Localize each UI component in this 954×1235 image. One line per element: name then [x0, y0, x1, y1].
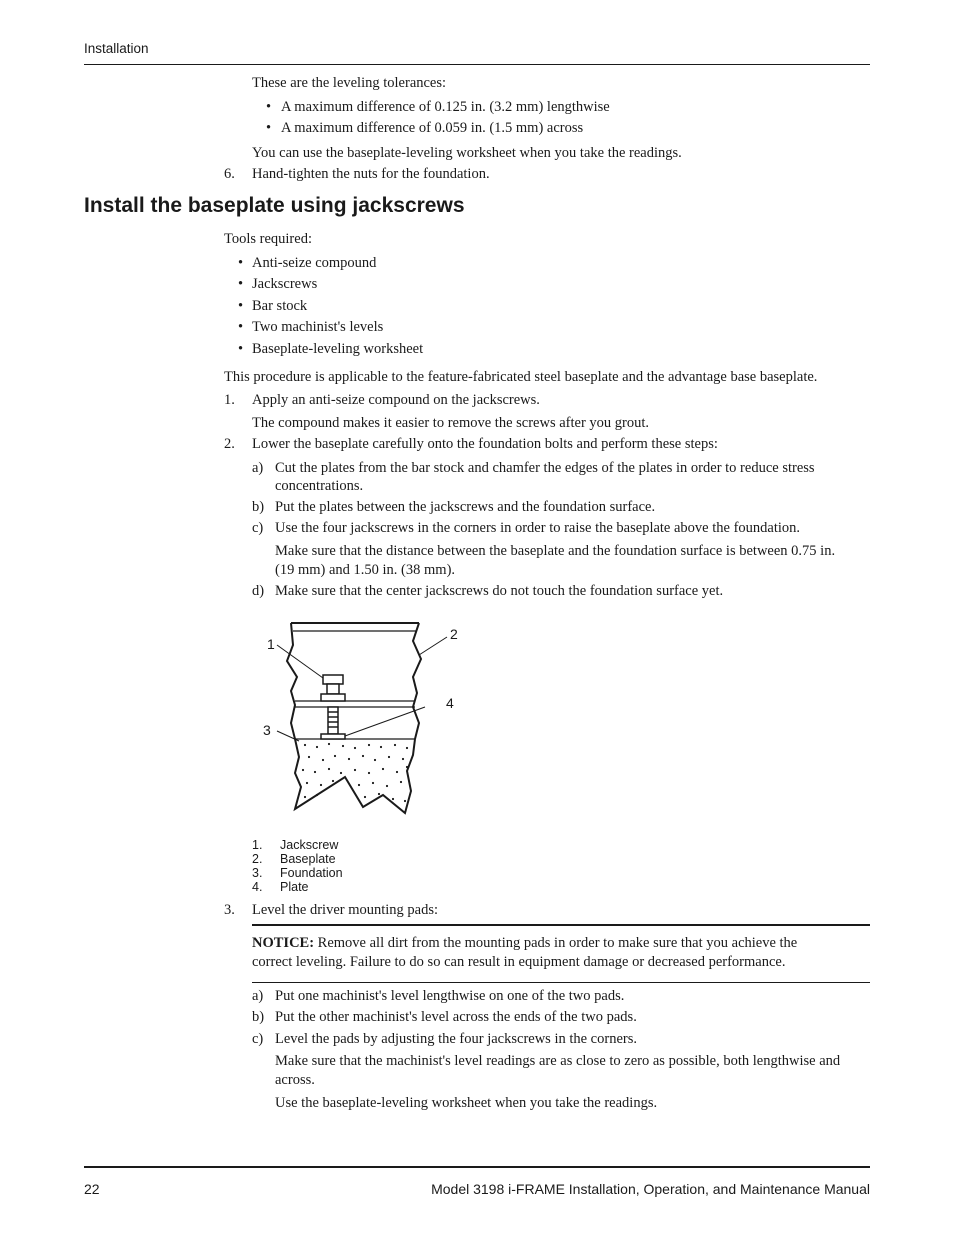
notice-text: Remove all dirt from the mounting pads in order to make sure that you achieve the [317, 935, 798, 951]
footer-rule [84, 1166, 870, 1168]
baseplate-shape [287, 623, 421, 739]
substep-text: Cut the plates from the bar stock and chamfer the edges of the plates in order to reduce stress [275, 460, 815, 476]
tolerance-item: A maximum difference of 0.125 in. (3.2 mm) lengthwise [281, 99, 610, 115]
notice-line [252, 934, 797, 953]
callout-leaders [277, 637, 447, 741]
callout-1: 1 [267, 636, 275, 652]
tolerance-note: You can use the baseplate-leveling worksheet when you take the readings. [252, 145, 682, 161]
step-note: The compound makes it easier to remove the screws after you grout. [252, 415, 650, 431]
substep-note: Make sure that the distance between the baseplate and the foundation surface is between 0.75 in. [275, 543, 836, 559]
substep-letter: a) [252, 988, 264, 1004]
step-number: 1. [224, 392, 235, 408]
step-number: 2. [224, 436, 235, 452]
page-number: 22 [84, 1181, 100, 1197]
applicability-text: This procedure is applicable to the feature-fabricated steel baseplate and the advantage base baseplate. [224, 369, 818, 385]
bullet-marker: • [266, 99, 272, 115]
step-text: Apply an anti-seize compound on the jackscrews. [252, 392, 540, 408]
substep-note: Make sure that the machinist's level readings are as close to zero as possible, both lengthwise and [275, 1053, 841, 1069]
legend-num: 1. [252, 838, 263, 852]
substep-letter: a) [252, 460, 264, 476]
manual-title: Model 3198 i-FRAME Installation, Operation, and Maintenance Manual [431, 1181, 870, 1197]
callout-3: 3 [263, 722, 271, 738]
tolerances-intro: These are the leveling tolerances: [252, 75, 447, 91]
tools-intro: Tools required: [224, 231, 312, 247]
step-text: Level the driver mounting pads: [252, 902, 439, 918]
tolerance-item: A maximum difference of 0.059 in. (1.5 mm) across [281, 120, 584, 136]
tool-item: Baseplate-leveling worksheet [252, 341, 424, 357]
substep-letter: c) [252, 520, 264, 536]
legend-num: 4. [252, 880, 263, 894]
callout-4: 4 [446, 695, 454, 711]
substep-letter: d) [252, 583, 265, 599]
notice-text: correct leveling. Failure to do so can result in equipment damage or decreased performance. [252, 954, 786, 970]
substep-text: Level the pads by adjusting the four jackscrews in the corners. [275, 1031, 637, 1047]
step-text: Hand-tighten the nuts for the foundation. [252, 166, 490, 182]
substep-text: Put the other machinist's level across the ends of the two pads. [275, 1009, 637, 1025]
tool-item: Jackscrews [252, 276, 318, 292]
notice-label: NOTICE: [252, 935, 315, 951]
running-header: Installation [84, 41, 149, 56]
tool-item: Anti-seize compound [252, 255, 377, 271]
substep-note: across. [275, 1072, 315, 1088]
substep-text: concentrations. [275, 478, 364, 494]
legend-num: 3. [252, 866, 263, 880]
substep-letter: b) [252, 1009, 265, 1025]
bullet-marker: • [238, 319, 244, 335]
tool-item: Two machinist's levels [252, 319, 384, 335]
substep-text: Use the four jackscrews in the corners in order to raise the baseplate above the foundation. [275, 520, 801, 536]
jackscrew-figure [255, 615, 475, 825]
header-rule [84, 64, 870, 65]
legend-num: 2. [252, 852, 263, 866]
section-heading: Install the baseplate using jackscrews [84, 194, 465, 217]
substep-letter: b) [252, 499, 265, 515]
bullet-marker: • [266, 120, 272, 136]
bullet-marker: • [238, 341, 244, 357]
bullet-marker: • [238, 298, 244, 314]
callout-2: 2 [450, 626, 458, 642]
notice-bottom-rule [252, 982, 870, 983]
legend-label: Jackscrew [280, 838, 339, 852]
legend-label: Plate [280, 880, 309, 894]
step-number: 6. [224, 166, 235, 182]
substep-text: Put one machinist's level lengthwise on one of the two pads. [275, 988, 625, 1004]
substep-text: Put the plates between the jackscrews and the foundation surface. [275, 499, 656, 515]
notice-top-rule [252, 924, 870, 926]
bullet-marker: • [238, 255, 244, 271]
bullet-marker: • [238, 276, 244, 292]
substep-text: Make sure that the center jackscrews do not touch the foundation surface yet. [275, 583, 724, 599]
legend-label: Foundation [280, 866, 343, 880]
step-number: 3. [224, 902, 235, 918]
foundation-shape [295, 739, 415, 813]
substep-note: (19 mm) and 1.50 in. (38 mm). [275, 562, 456, 578]
step-text: Lower the baseplate carefully onto the foundation bolts and perform these steps: [252, 436, 718, 452]
tool-item: Bar stock [252, 298, 308, 314]
substep-letter: c) [252, 1031, 264, 1047]
substep-note: Use the baseplate-leveling worksheet when you take the readings. [275, 1095, 658, 1111]
legend-label: Baseplate [280, 852, 336, 866]
